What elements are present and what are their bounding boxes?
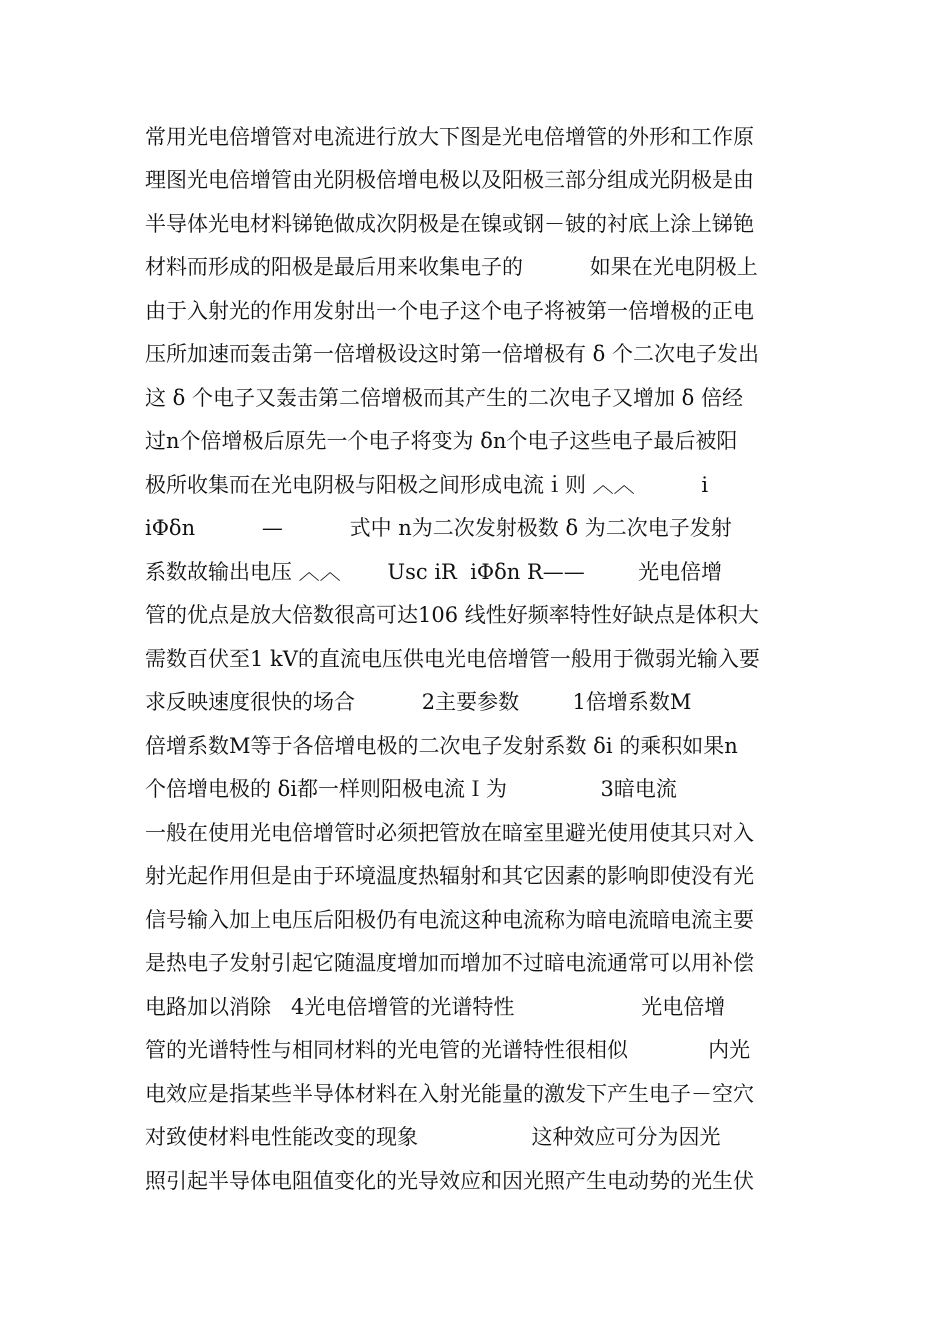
text-line: 系数故输出电压 ︿︿ Usc iR iΦδn R—— 光电倍增 <box>145 560 723 584</box>
text-line: 对致使材料电性能改变的现象 这种效应可分为因光 <box>145 1125 721 1149</box>
text-line: 半导体光电材料锑铯做成次阴极是在镍或钢－铍的衬底上涂上锑铯 <box>145 212 754 236</box>
text-line: 由于入射光的作用发射出一个电子这个电子将被第一倍增极的正电 <box>145 299 754 323</box>
text-line: 倍增系数M等于各倍增电极的二次电子发射系数 δi 的乘积如果n <box>145 734 738 758</box>
text-line: 压所加速而轰击第一倍增极设这时第一倍增极有 δ 个二次电子发出 <box>145 342 759 366</box>
text-line: iΦδn — 式中 n为二次发射极数 δ 为二次电子发射 <box>145 516 732 540</box>
text-line: 极所收集而在光电阴极与阳极之间形成电流ｉ则 ︿︿ i <box>145 473 709 497</box>
text-line: 电路加以消除 4光电倍增管的光谱特性 光电倍增 <box>145 995 726 1019</box>
text-line: 求反映速度很快的场合 2主要参数 1倍增系数M <box>145 690 692 714</box>
text-line: 管的光谱特性与相同材料的光电管的光谱特性很相似 内光 <box>145 1038 751 1062</box>
text-line: 需数百伏至1 kV的直流电压供电光电倍增管一般用于微弱光输入要 <box>145 647 760 671</box>
text-line: 材料而形成的阳极是最后用来收集电子的 如果在光电阴极上 <box>145 255 758 279</box>
text-line: 照引起半导体电阻值变化的光导效应和因光照产生电动势的光生伏 <box>145 1169 754 1193</box>
text-line: 电效应是指某些半导体材料在入射光能量的激发下产生电子－空穴 <box>145 1082 754 1106</box>
text-line: 这 δ 个电子又轰击第二倍增极而其产生的二次电子又增加 δ 倍经 <box>145 386 743 410</box>
text-line: 个倍增电极的 δi都一样则阳极电流Ｉ为 3暗电流 <box>145 777 677 801</box>
text-line: 信号输入加上电压后阳极仍有电流这种电流称为暗电流暗电流主要 <box>145 908 754 932</box>
text-line: 是热电子发射引起它随温度增加而增加不过暗电流通常可以用补偿 <box>145 951 754 975</box>
text-line: 管的优点是放大倍数很高可达106 线性好频率特性好缺点是体积大 <box>145 603 759 627</box>
text-line: 一般在使用光电倍增管时必须把管放在暗室里避光使用使其只对入 <box>145 821 754 845</box>
text-line: 过n个倍增极后原先一个电子将变为 δn个电子这些电子最后被阳 <box>145 429 738 453</box>
text-line: 常用光电倍增管对电流进行放大下图是光电倍增管的外形和工作原 <box>145 125 754 149</box>
text-line: 射光起作用但是由于环境温度热辐射和其它因素的影响即使没有光 <box>145 864 754 888</box>
text-line: 理图光电倍增管由光阴极倍增电极以及阳极三部分组成光阴极是由 <box>145 168 754 192</box>
